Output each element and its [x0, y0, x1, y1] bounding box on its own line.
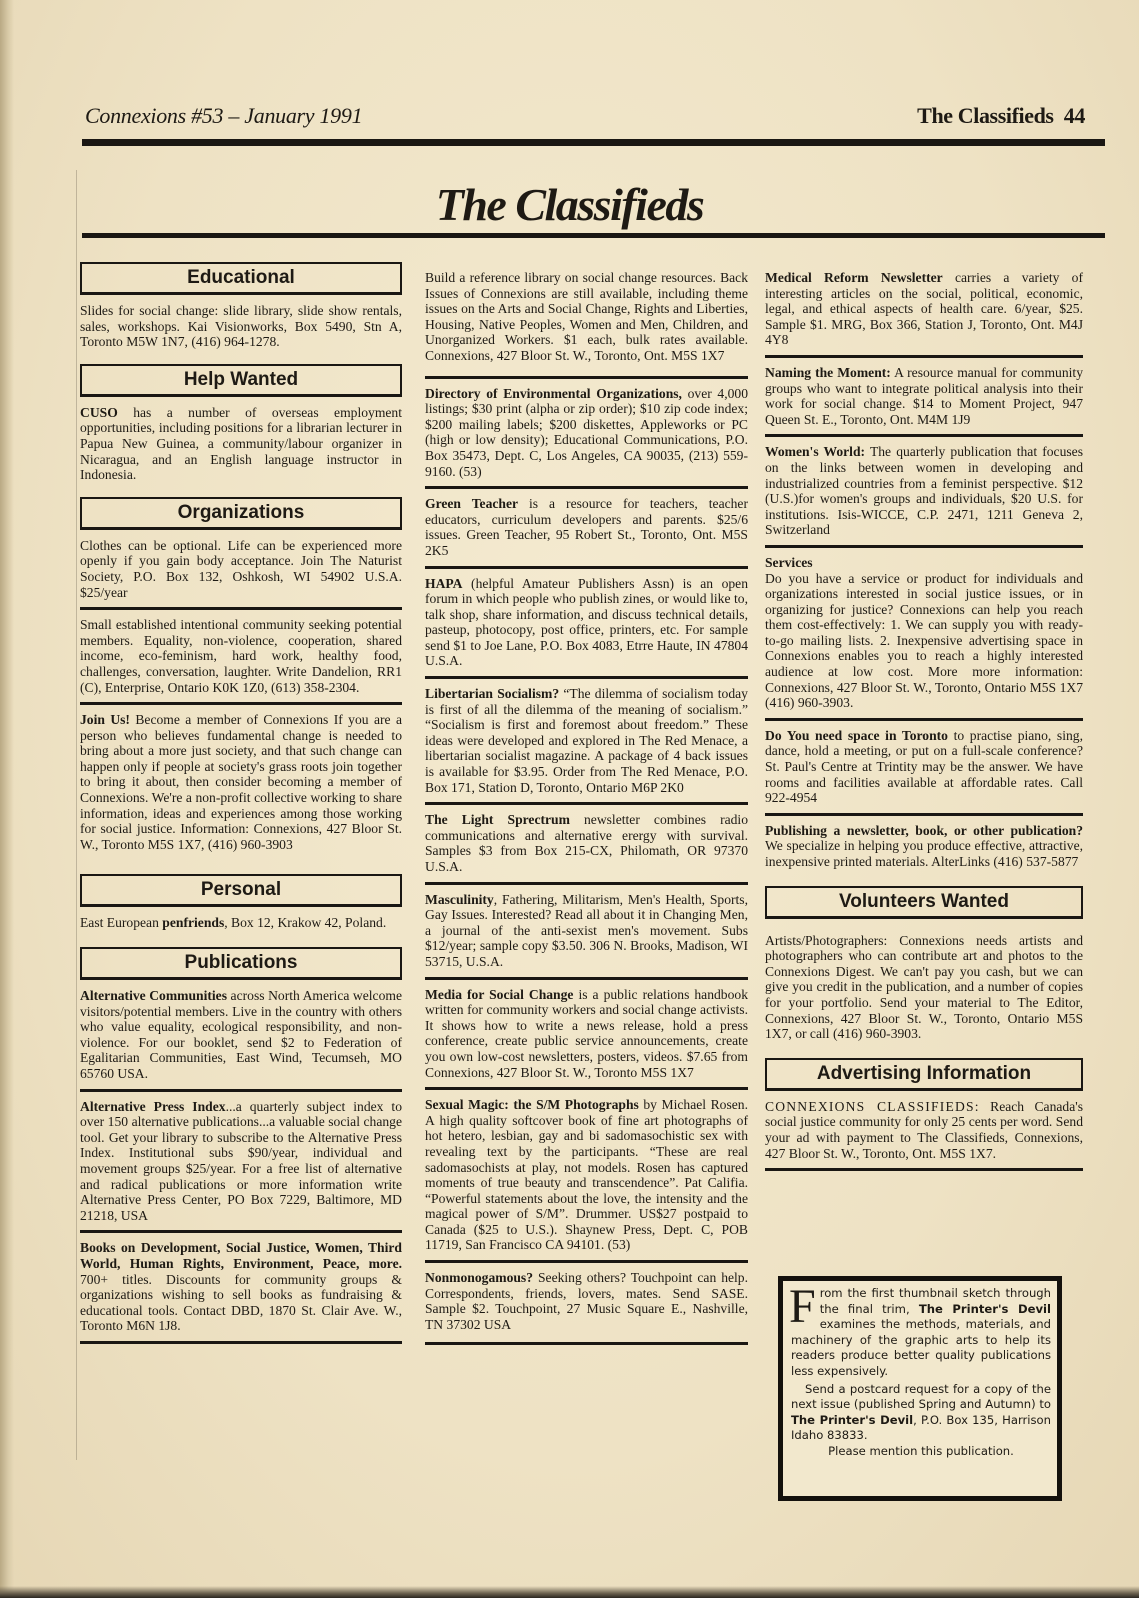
- ad-text: , P.O. Box 135, Harrison Idaho 83833.: [791, 1412, 1052, 1443]
- classified-ad: [765, 270, 1083, 348]
- ad-text: newsletter combines radio communications and alternative erergy with survival. Samples $3 from Box 215-CX, Philomath, OR 97370 U.S.A.: [425, 812, 749, 874]
- ad-text: examines the methods, materials, and machinery of the graphic arts to help its readers produce better quality publications less expensively.: [791, 1317, 1051, 1378]
- printers-devil-display-ad: [778, 1276, 1062, 1501]
- classified-ad: Small established intentional community seeking potential members. Equality, non-violence, cooperation, shared income, eco-feminism, hard work, healthy food, challenges, conversation, laughter. Write Dandelion, RR1 (C), Enterprise, Ontario K0K 1Z0, (613) 358-2304.: [80, 617, 402, 695]
- ad-lead: Alternative Communities: [80, 988, 228, 1004]
- ad-text: 700+ titles. Discounts for community groups & organizations wishing to sell books as fundraising & educational tools. Contact DBD, 1870 St. Clair Ave. W., Toronto M6N 1J8.: [80, 1271, 402, 1334]
- ad-divider: [80, 607, 402, 610]
- ad-closing: Please mention this publication.: [828, 1443, 1014, 1458]
- classified-ad: [425, 686, 748, 795]
- classified-ad: [425, 270, 748, 364]
- column-margin-line: [76, 170, 77, 1460]
- ad-divider: [765, 355, 1083, 358]
- ad-lead: The Light Sprectrum: [425, 812, 570, 828]
- section-name: The Classifieds: [917, 103, 1054, 128]
- header-rule: [82, 139, 1105, 146]
- page-number: 44: [1063, 103, 1085, 128]
- ad-lead: Publishing a newsletter, book, or other publication?: [765, 822, 1083, 838]
- classified-ad: [80, 1240, 402, 1334]
- column-middle: [425, 270, 748, 1352]
- classified-ad: [425, 812, 748, 874]
- ad-paragraph: [789, 1280, 1051, 1380]
- ad-text: is a public relations handbook written for community workers and social change activists. It shows how to write a news release, hold a press conference, create public service announcements, create you own low-cost newsletters, posters, videos. $7.65 from Connexions, 427 Bloor St. W., Toronto M5S 1X7: [425, 986, 748, 1080]
- ad-lead: Libertarian Socialism?: [425, 686, 560, 702]
- ad-text: Become a member of Connexions If you are a person who believes fundamental change is needed to bring about a more just society, and that such change can happen only if people at society's grass roots join together to bring it about, then consider becoming a member of Connexions. We're a non-profit collective working to share information, ideas and experiences among those working for social justice. Information: Connexions, 427 Bloor St. W., Toronto M5S 1X7, (416) 960-3903: [80, 712, 402, 852]
- ad-divider: [425, 486, 748, 489]
- ad-text: Seeking others? Touchpoint can help. Correspondents, friends, lovers, mates. Send SASE. Sample $2. Touchpoint, 27 Music Square E., Nashville, TN 37302 USA: [425, 1270, 748, 1332]
- ad-text: Reach Canada's social justice community for only 25 cents per word. Send your ad with payment to The Classifieds, Connexions, 427 Bloor St. W., Toronto, Ont. M5S 1X7.: [765, 1098, 1083, 1161]
- ad-text: is a resource for teachers, teacher educators, curriculum developers and parents. $25/6 issues. Green Teacher, 95 Robert St., Toronto, Ont. M5S 2K5: [425, 496, 748, 558]
- title-rule: [82, 233, 1105, 238]
- classified-ad: [765, 823, 1083, 870]
- classified-ad: [425, 987, 748, 1081]
- ad-text: carries a variety of interesting articles on the social, political, economic, legal, and ethical aspects of health care. 6/year, $25. Sample $1. MRG, Box 366, Station J, Toronto, Ont. M4J 4Y8: [765, 270, 1083, 348]
- classified-ad: [425, 1097, 748, 1253]
- ad-divider: [425, 676, 748, 679]
- ad-divider: [425, 1260, 748, 1263]
- ad-divider: [765, 1168, 1083, 1171]
- ad-text: by Michael Rosen. A high quality softcover book of fine art photographs of hot hetero, lesbian, gay and bi sadomasochistic sex with revealing text by the participants. “These are real sadomasochists at play, not models. Rosen has captured moments of true beauty and transcendence”. Pat Califia. “Powerful statements about the love, the intensity and the magical power of S/M”. Drummer. US$27 postpaid to Canada ($25 to U.S.). Shaynew Press, Dept. C, POB 11719, San Francisco CA 94101. (53): [425, 1097, 748, 1253]
- classified-ad: Clothes can be optional. Life can be experienced more openly if you gain body acceptance. Join The Naturist Society, P.O. Box 132, Oshkosh, WI 54902 U.S.A. $25/year: [80, 537, 402, 600]
- ad-divider: [425, 977, 748, 980]
- ad-lead: Directory of Environmental Organizations,: [425, 385, 682, 401]
- publication-name: The Printer's Devil: [918, 1301, 1051, 1316]
- ad-lead: Medical Reform Newsletter: [765, 270, 943, 285]
- ad-divider: [765, 545, 1083, 548]
- ad-divider: [765, 718, 1083, 721]
- ad-lead: Do You need space in Toronto: [765, 727, 948, 743]
- ad-text: , Fathering, Militarism, Men's Health, Sports, Gay Issues. Interested? Read all about it in Changing Men, a journal of the anti-sexist men's movement. Subs $12/year; sample copy $3.50. 306 N. Brooks, Madison, WI 53715, U.S.A.: [425, 891, 748, 969]
- ad-divider: [425, 1342, 748, 1345]
- section-page-label: [917, 103, 1085, 129]
- ad-text: Build a reference library on social change resources. Back Issues of Connexions are still available, including theme issues on the Arts and Social Change, Rights and Liberties, Housing, Native Peoples, Women and Men, Children, and Unorganized Workers. $1 each, bulk rates available. Connexions, 427 Bloor St. W., Toronto, Ont. M5S 1X7: [425, 270, 748, 363]
- services-title: Services: [765, 554, 813, 570]
- ad-text: rom the first thumbnail sketch through the final trim,: [819, 1286, 1051, 1316]
- classified-ad: [425, 386, 748, 480]
- section-header-help-wanted: Help Wanted: [80, 364, 402, 397]
- ad-text: across North America welcome visitors/potential members. Live in the country with others who value equality, ecological responsibility, and non-violence. For our booklet, send $2 to Federation of Egalitarian Communities, East Wind, Tecumseh, MO 65760 USA.: [80, 988, 402, 1081]
- page-edge-shadow: [0, 0, 14, 1598]
- ad-text: (helpful Amateur Publishers Assn) is an open forum in which people who publish zines, or would like to, talk shop, share information, and discuss technical details, pasteup, photocopy, post office, printers, etc. For sample send $1 to Joe Lane, P.O. Box 4083, Etrre Haute, IN 47804 U.S.A.: [425, 575, 748, 669]
- ad-divider: [80, 1230, 402, 1233]
- ad-text: ...a quarterly subject index to over 150 alternative publications...a valuable social change tool. Get your library to subscribe to the Alternative Press Index. Institutional subs $90/year, individual and movement groups $25/year. For a free list of alternative and radical publications or more information write Alternative Press Center, PO Box 7229, Baltimore, MD 21218, USA: [80, 1098, 402, 1223]
- ad-text: has a number of overseas employment opportunities, including positions for a librarian lecturer in Papua New Guinea, a community/labour organizer in Nicaragua, and an English language instructor in Indonesia.: [80, 404, 402, 483]
- ad-text: The quarterly publication that focuses on the links between women in developing and industrialized countries from a feminist perspective. $12 (U.S.)for women's groups and individuals, $20 U.S. for institutions. Isis-WICCE, C.P. 2471, 1211 Geneva 2, Switzerland: [765, 444, 1083, 538]
- ad-lead: Women's World:: [765, 444, 866, 460]
- classified-ad: [425, 496, 748, 558]
- ad-text: to practise piano, sing, dance, hold a meeting, or put on a full-scale conference? St. Paul's Centre at Trintity may be the answer. We have rooms and facilities available at affordable rates. Call 922-4954: [765, 727, 1083, 806]
- classified-ad: [80, 712, 402, 852]
- ad-text: We specialize in helping you produce effective, attractive, inexpensive printed materials. AlterLinks (416) 537-5877: [765, 838, 1083, 869]
- classified-ad: [425, 1270, 748, 1332]
- ad-text: Do you have a service or product for individuals and organizations interested in social justice issues, or in organizing for justice? Connexions can help you reach them cost-effectively: 1. We can supply you with ready-to-go mailing lists. 2. Inexpensive advertising space in Connexions enables you to reach a highly interested audience at low cost. More more information: Connexions, 427 Bloor St. W., Toronto, Ontario M5S 1X7 (416) 960-3903.: [765, 570, 1083, 711]
- classified-ad: Slides for social change: slide library, slide show rentals, sales, workshops. Kai Visionworks, Box 5490, Stn A, Toronto M5W 1N7, (416) 964-1278.: [80, 303, 402, 350]
- ad-lead: Alternative Press Index: [80, 1098, 226, 1114]
- ad-lead: penfriends: [162, 915, 225, 931]
- classified-ad: [80, 915, 402, 931]
- column-left: [80, 262, 402, 1351]
- section-header-advertising-information: Advertising Information: [765, 1058, 1083, 1091]
- ad-lead: Sexual Magic: the S/M Photographs: [425, 1097, 639, 1113]
- ad-divider: [765, 434, 1083, 437]
- section-header-educational: Educational: [80, 262, 402, 295]
- classified-ad: Artists/Photographers: Connexions needs artists and photographers who can contribute art and photos to the Connexions Digest. We can't pay you cash, but we can give you credit in the publication, and a number of copies for your portfolio. Send your material to The Editor, Connexions, 427 Bloor St. W., Toronto, Ontario M5S 1X7, or call (416) 960-3903.: [765, 932, 1083, 1042]
- ad-divider: [425, 802, 748, 805]
- ad-divider: [80, 1089, 402, 1092]
- ad-text: “The dilemma of socialism today is first of all the dilemma of the meaning of socialism.” “Socialism is first and foremost about freedom.” These ideas were developed and explored in The Red Menace, a libertarian socialist magazine. A package of 4 back issues is available for $3.95. Order from The Red Menace, P.O. Box 171, Station D, Toronto, Ontario M6P 2K0: [425, 686, 748, 795]
- classified-ad: [80, 1099, 402, 1224]
- classified-ad: [765, 365, 1083, 427]
- ad-lead: CUSO: [80, 404, 118, 420]
- ad-text: , Box 12, Krakow 42, Poland.: [224, 915, 387, 931]
- section-header-organizations: Organizations: [80, 497, 402, 530]
- ad-lead: Nonmonogamous?: [425, 1270, 534, 1286]
- ad-lead: Green Teacher: [425, 496, 519, 512]
- ad-text: Send a postcard request for a copy of the next issue (published Spring and Autumn) to: [791, 1381, 1051, 1412]
- page-title: The Classifieds: [435, 179, 704, 230]
- ad-lead: Naming the Moment:: [765, 364, 891, 380]
- section-header-personal: Personal: [80, 874, 402, 907]
- issue-info: Connexions #53 – January 1991: [85, 103, 363, 128]
- ad-lead: Media for Social Change: [425, 986, 574, 1002]
- drop-cap: F: [789, 1280, 816, 1333]
- classified-ad: [765, 1099, 1083, 1161]
- classified-ad: [80, 988, 402, 1082]
- ad-text: East European: [80, 915, 163, 931]
- ad-divider: [765, 813, 1083, 816]
- classified-ad: [80, 405, 402, 483]
- services-ad: [765, 555, 1083, 711]
- ad-divider: [425, 1087, 748, 1090]
- ad-divider: [425, 882, 748, 885]
- page-bottom-edge: [0, 1586, 1139, 1598]
- ad-divider: [425, 566, 748, 569]
- ad-paragraph: [791, 1382, 1051, 1444]
- classified-ad: [765, 728, 1083, 806]
- ad-text: over 4,000 listings; $30 print (alpha or zip order); $10 zip code index; $200 mailing labels; $200 diskettes, Appleworks or PC (high or low density); Educational Communications, P.O. Box 35473, Dept. C, Los Angeles, CA 90035, (213) 559-9160. (53): [425, 385, 748, 479]
- section-header-volunteers-wanted: Volunteers Wanted: [765, 886, 1083, 919]
- classified-ad: [765, 444, 1083, 538]
- section-header-publications: Publications: [80, 947, 402, 980]
- classified-ad: [425, 892, 748, 970]
- ad-text: A resource manual for community groups who want to integrate political analysis into their work for social change. $14 to Moment Project, 947 Queen St. E., Toronto, Ont. M4M 1J9: [765, 364, 1083, 427]
- column-right: [765, 270, 1083, 1178]
- running-head: [85, 103, 1085, 133]
- ad-lead: HAPA: [425, 575, 463, 591]
- publication-name: The Printer's Devil: [791, 1412, 914, 1427]
- ad-lead: Books on Development, Social Justice, Women, Third World, Human Rights, Environment, Peace, more.: [80, 1240, 402, 1271]
- ad-divider: [80, 1341, 402, 1344]
- ad-divider: [80, 702, 402, 705]
- ad-lead: CONNEXIONS CLASSIFIEDS:: [765, 1098, 980, 1114]
- ad-lead: Masculinity: [425, 891, 494, 907]
- classified-ad: [425, 576, 748, 670]
- ad-lead: Join Us!: [80, 712, 130, 728]
- ad-divider: [425, 376, 748, 379]
